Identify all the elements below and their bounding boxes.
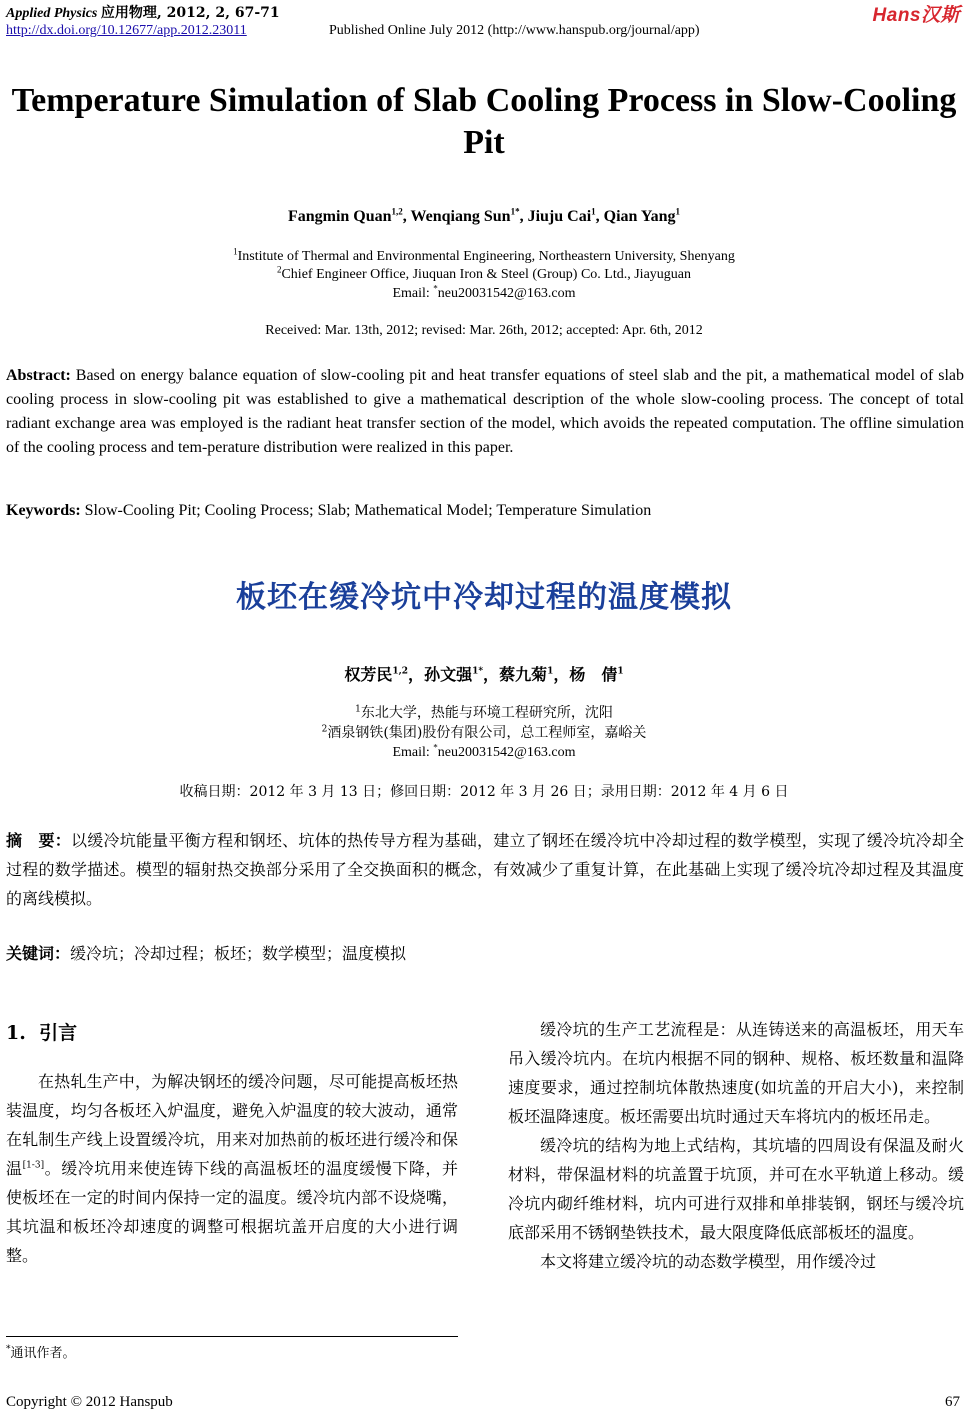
affiliation-cn-2: $^2$酒泉钢铁(集团)股份有限公司，总工程师室，嘉峪关 — [321, 724, 647, 741]
received-dates-cn: 收稿日期：2012 年 3 月 13 日；修回日期：2012 年 3 月 26 日；录用日期：2012 年 4 月 6 日 — [179, 784, 789, 800]
intro-paragraph-2: 缓冷坑的生产工艺流程是：从连铸送来的高温板坯，用天车吊入缓冷坑内。在坑内根据不同的钢种、规格、板坯数量和温降速度要求，通过控制坑体散热速度(如坑盖的开启大小)，来控制板坯温降速度。板坯需要出坑时通过天车将坑内的板坯吊走。 — [508, 1020, 964, 1126]
page-number: 67 — [945, 1394, 960, 1410]
abstract-cn — [6, 826, 964, 913]
intro-paragraph-4: 本文将建立缓冷坑的动态数学模型，用作缓冷过 — [540, 1252, 877, 1271]
keywords-cn — [6, 942, 964, 966]
intro-right-column — [508, 1015, 964, 1276]
section-heading: 1. 引言 — [6, 1022, 78, 1044]
title-cn: 板坯在缓冷坑中冷却过程的温度模拟 — [236, 580, 732, 615]
intro-left-column — [6, 1067, 458, 1270]
email-cn: Email: *neu20031542@163.com — [392, 742, 576, 760]
received-dates-en: Received: Mar. 13th, 2012; revised: Mar. 26th, 2012; accepted: Apr. 6th, 2012 — [265, 323, 703, 338]
journal-name: Applied Physics — [6, 6, 98, 21]
abstract-label: Abstract: — [6, 367, 71, 384]
footnote: *通讯作者。 — [6, 1344, 76, 1361]
author-name: Qian Yang — [603, 208, 676, 225]
abstract-cn-text: 以缓冷坑能量平衡方程和钢坯、坑体的热传导方程为基础，建立了钢坯在缓冷坑中冷却过程的数学模型，实现了缓冷坑冷却全过程的数学描述。模型的辐射热交换部分采用了全交换面积的概念，有效减少了重复计算，在此基础上实现了缓冷坑冷却过程及其温度的离线模拟。 — [6, 831, 964, 908]
affiliation-en-2: $^2$Chief Engineer Office, Jiuquan Iron & Steel (Group) Co. Ltd., Jiayuguan — [276, 264, 692, 282]
intro-paragraph-3: 缓冷坑的结构为地上式结构，其坑墙的四周设有保温及耐火材料，带保温材料的坑盖置于坑顶，并可在水平轨道上移动。缓冷坑内砌纤维材料，坑内可进行双排和单排装钢，钢坯与缓冷坑底部采用不锈钢垫铁技术，最大限度降低底部板坯的温度。 — [508, 1136, 964, 1242]
title-en: Temperature Simulation of Slab Cooling Process in Slow-Cooling Pit — [11, 82, 957, 161]
author-sup: 1,2 — [391, 206, 403, 217]
journal-header — [6, 2, 280, 22]
affiliation-en-1: $^1$Institute of Thermal and Environmental Engineering, Northeastern University, Shenyang — [233, 246, 735, 264]
authors-en: Fangmin Quan$^{1,2}$, Wenqiang Sun$^{1*}$, Jiuju Cai$^1$, Qian Yang$^1$ — [287, 206, 681, 225]
authors-cn: 权芳民$^{1,2}$，孙文强$^{1*}$，蔡九菊$^1$，杨 倩$^1$ — [344, 665, 624, 684]
abstract-cn-label: 摘 要： — [6, 831, 71, 850]
affiliation-cn-1: $^1$东北大学，热能与环境工程研究所，沈阳 — [355, 704, 613, 721]
keywords-label: Keywords: — [6, 502, 81, 519]
keywords-en — [6, 499, 964, 523]
hanspub-logo: Hans汉斯 — [872, 5, 960, 26]
email-address[interactable]: neu20031542@163.com — [437, 286, 576, 301]
author-name: Fangmin Quan — [287, 208, 392, 225]
abstract-en — [6, 364, 964, 460]
keywords-text: Slow-Cooling Pit; Cooling Process; Slab; Mathematical Model; Temperature Simulation — [84, 502, 652, 519]
keywords-cn-label: 关键词： — [6, 944, 71, 963]
author-sup: 1* — [510, 206, 520, 217]
published-line: Published Online July 2012 (http://www.hanspub.org/journal/app) — [329, 23, 700, 38]
email-en: Email: *neu20031542@163.com — [392, 283, 576, 301]
author-sup: 1 — [675, 206, 681, 217]
footnote-rule — [6, 1336, 458, 1337]
author-sup: 1 — [591, 206, 596, 217]
author-name: Wenqiang Sun — [410, 208, 511, 225]
journal-cn: 应用物理, 2012, 2, 67-71 — [100, 5, 280, 21]
citation[interactable]: [1-3] — [22, 1160, 45, 1171]
abstract-text: Based on energy balance equation of slow-cooling pit and heat transfer equations of steel slab and the pit, a mathematical model of slab cooling process in slow-cooling pit was established to give a mathematical description of the whole slow-cooling process. The concept of total radiant exchange area was employed is the radiant heat transfer section of the model, which avoids the repeated computation. The offline simulation of the cooling process and tem-perature distribution were realized in this paper. — [6, 367, 964, 456]
author-name: Jiuju Cai — [527, 208, 592, 225]
email-address[interactable]: neu20031542@163.com — [437, 745, 576, 760]
doi-link[interactable]: http://dx.doi.org/10.12677/app.2012.23011 — [6, 23, 247, 38]
keywords-cn-text: 缓冷坑；冷却过程；板坯；数学模型；温度模拟 — [70, 944, 407, 963]
copyright: Copyright © 2012 Hanspub — [6, 1394, 173, 1410]
intro-paragraph-1: 在热轧生产中，为解决钢坯的缓冷问题，尽可能提高板坯热装温度，均匀各板坯入炉温度，避免入炉温度的较大波动，通常在轧制生产线上设置缓冷坑，用来对加热前的板坯进行缓冷和保温[1-3]。缓冷坑用来使连铸下线的高温板坯的温度缓慢下降，并使板坯在一定的时间内保持一定的温度。缓冷坑内部不设烧嘴，其坑温和板坯冷却速度的调整可根据坑盖开启度的大小进行调整。 — [6, 1072, 458, 1265]
